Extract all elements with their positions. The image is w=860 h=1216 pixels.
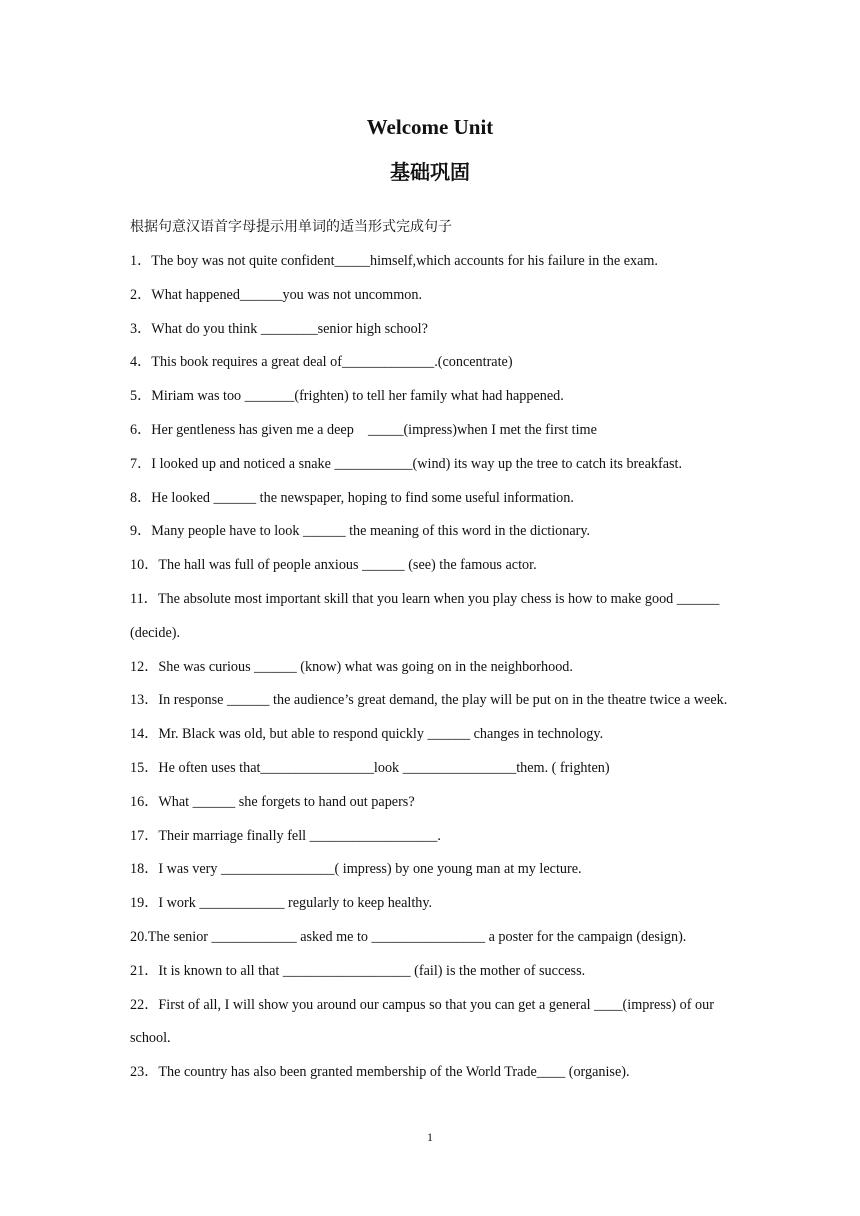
item-number: 17． <box>130 827 159 844</box>
page-number: 1 <box>427 1130 433 1144</box>
exercise-item <box>130 820 735 854</box>
exercise-list <box>130 245 735 1090</box>
item-number: 3． <box>130 320 152 337</box>
exercise-item <box>130 482 735 516</box>
item-text: I work ____________ regularly to keep healthy. <box>158 895 433 912</box>
item-text: He often uses that________________look ________________them. ( frighten) <box>158 759 610 776</box>
item-text: The boy was not quite confident_____himself,which accounts for his failure in the exam. <box>151 253 658 269</box>
exercise-item <box>130 380 735 414</box>
item-text: The country has also been granted membership of the World Trade____ (organise). <box>158 1064 630 1081</box>
item-number: 10． <box>130 557 159 574</box>
exercise-item <box>130 853 735 887</box>
exercise-item <box>130 955 735 989</box>
item-text: It is known to all that __________________ (fail) is the mother of success. <box>158 962 586 979</box>
exercise-item <box>130 887 735 921</box>
exercise-item <box>130 549 735 583</box>
item-number: 2． <box>130 286 152 303</box>
item-number: 7． <box>130 455 152 472</box>
exercise-item <box>130 1056 735 1090</box>
exercise-item <box>130 414 735 448</box>
item-number: 4． <box>130 354 152 371</box>
item-text: This book requires a great deal of_____________.(concentrate) <box>151 354 513 371</box>
item-number: 23． <box>130 1064 159 1081</box>
item-text: In response ______ the audience’s great demand, the play will be put on in the theatre twice a week. <box>158 692 728 709</box>
item-number: 18． <box>130 861 159 878</box>
item-text: What happened______you was not uncommon. <box>151 286 422 303</box>
item-text: He looked ______ the newspaper, hoping to find some useful information. <box>151 489 574 506</box>
exercise-item <box>130 448 735 482</box>
exercise-item <box>130 684 735 718</box>
exercise-item <box>130 279 735 313</box>
section-heading: 基础巩固 <box>390 160 470 184</box>
item-text: The absolute most important skill that you learn when you play chess is how to make good ______ (decide). <box>130 590 723 641</box>
item-number: 12． <box>130 658 159 675</box>
exercise-item <box>130 583 735 651</box>
item-number: 11． <box>130 590 158 607</box>
item-number: 22． <box>130 996 159 1013</box>
item-number: 19． <box>130 895 159 912</box>
item-text: Her gentleness has given me a deep _____(impress)when I met the first time <box>151 421 597 438</box>
exercise-item <box>130 921 735 955</box>
item-text: She was curious ______ (know) what was going on in the neighborhood. <box>158 658 573 675</box>
exercise-instruction: 根据句意汉语首字母提示用单词的适当形式完成句子 <box>130 219 452 235</box>
item-text: Their marriage finally fell __________________. <box>158 827 441 844</box>
item-text: The hall was full of people anxious ______ (see) the famous actor. <box>158 557 537 574</box>
exercise-item <box>130 651 735 685</box>
exercise-item <box>130 989 735 1057</box>
item-text: Many people have to look ______ the meaning of this word in the dictionary. <box>151 523 591 540</box>
item-text: First of all, I will show you around our campus so that you can get a general ____(impress) of our school. <box>130 996 718 1047</box>
item-number: 16． <box>130 793 159 810</box>
item-number: 13． <box>130 692 159 709</box>
exercise-item <box>130 752 735 786</box>
exercise-item <box>130 346 735 380</box>
item-number: 14． <box>130 726 159 743</box>
item-number: 15． <box>130 759 159 776</box>
item-text: What ______ she forgets to hand out papers? <box>158 793 415 810</box>
item-number: 9． <box>130 523 152 540</box>
document-title: Welcome Unit <box>366 115 494 139</box>
exercise-item <box>130 245 735 279</box>
item-text: I looked up and noticed a snake ___________(wind) its way up the tree to catch its breakfast. <box>151 455 682 472</box>
item-text: The senior ____________ asked me to ________________ a poster for the campaign (design). <box>147 928 687 945</box>
item-text: Miriam was too _______(frighten) to tell her family what had happened. <box>151 388 564 405</box>
item-text: Mr. Black was old, but able to respond quickly ______ changes in technology. <box>158 726 604 743</box>
item-number: 6． <box>130 421 152 438</box>
exercise-item <box>130 786 735 820</box>
item-number: 20. <box>130 928 148 945</box>
item-text: I was very ________________( impress) by one young man at my lecture. <box>158 861 582 878</box>
item-text: What do you think ________senior high school? <box>151 320 428 337</box>
exercise-item <box>130 718 735 752</box>
item-number: 1． <box>130 253 152 269</box>
exercise-item <box>130 515 735 549</box>
item-number: 5． <box>130 388 152 405</box>
item-number: 8． <box>130 489 152 506</box>
item-number: 21． <box>130 962 159 979</box>
exercise-item <box>130 313 735 347</box>
